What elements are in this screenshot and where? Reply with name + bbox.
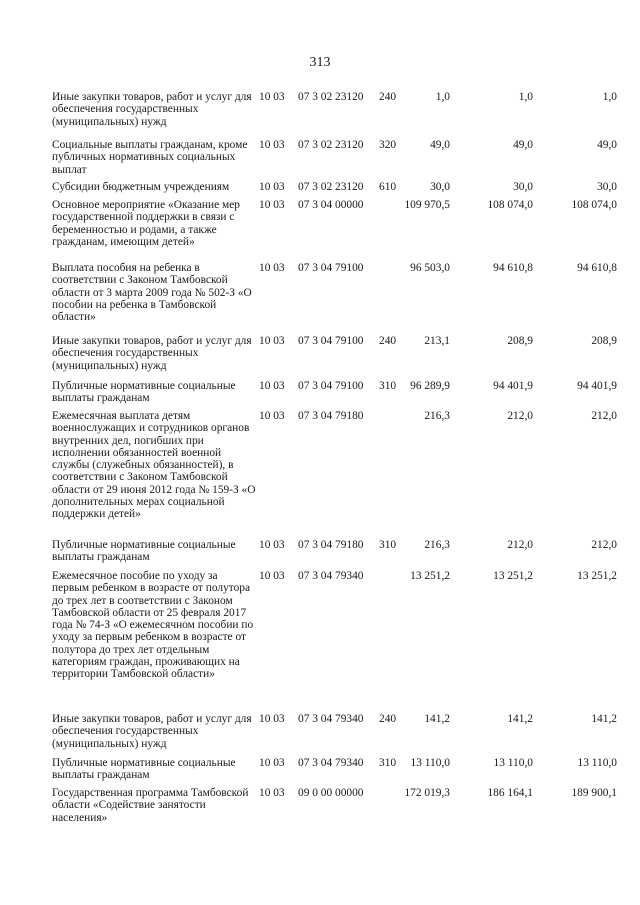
row-value-2: 141,2 [507, 713, 533, 725]
row-csr: 07 3 04 79100 [298, 380, 364, 392]
row-csr: 07 3 02 23120 [298, 181, 364, 193]
row-name: Субсидии бюджетным учреждениям [52, 181, 230, 193]
row-vr: 310 [379, 757, 397, 769]
row-value-3: 1,0 [602, 91, 617, 103]
row-value-3: 30,0 [597, 181, 617, 193]
row-value-3: 94 401,9 [577, 380, 617, 392]
row-csr: 07 3 04 79340 [298, 713, 364, 725]
row-value-1: 96 503,0 [410, 262, 450, 274]
row-csr: 07 3 04 00000 [298, 199, 364, 211]
row-section: 10 03 [259, 410, 285, 422]
row-value-3: 13 251,2 [577, 570, 617, 582]
row-vr: 240 [379, 713, 397, 725]
row-value-2: 49,0 [513, 139, 533, 151]
row-vr: 310 [379, 380, 397, 392]
row-value-2: 13 251,2 [493, 570, 533, 582]
row-name: Выплата пособия на ребенка в соответствии с Законом Тамбовской области от 3 марта 2009 года № 502-З «О пособии на ребенка в Тамбовской области» [52, 262, 252, 324]
row-value-3: 49,0 [597, 139, 617, 151]
row-value-2: 108 074,0 [487, 199, 533, 211]
row-name: Публичные нормативные социальные выплаты гражданам [52, 380, 236, 405]
row-value-1: 96 289,9 [410, 380, 450, 392]
row-value-1: 141,2 [424, 713, 450, 725]
row-section: 10 03 [259, 380, 285, 392]
row-value-1: 172 019,3 [404, 787, 450, 799]
row-csr: 07 3 04 79180 [298, 539, 364, 551]
row-section: 10 03 [259, 139, 285, 151]
row-csr: 07 3 02 23120 [298, 91, 364, 103]
row-name: Ежемесячное пособие по уходу за первым ребенком в возрасте от полутора до трех лет в соответствии с Законом Тамбовской области от 25 февраля 2017 года № 74-З «О ежемесячном пособии по уходу за первым ребенком в возрасте от полутора до трех лет отдельным категориям граждан, проживающих на территории Тамбовской области» [52, 570, 254, 681]
row-name: Иные закупки товаров, работ и услуг для обеспечения государственных (муниципальных) нужд [52, 91, 252, 128]
row-value-1: 30,0 [430, 181, 450, 193]
row-value-3: 141,2 [591, 713, 617, 725]
row-value-3: 13 110,0 [577, 757, 617, 769]
row-value-1: 109 970,5 [404, 199, 450, 211]
row-vr: 610 [379, 181, 397, 193]
row-name: Государственная программа Тамбовской области «Содействие занятости населения» [52, 787, 249, 824]
row-value-2: 1,0 [518, 91, 533, 103]
row-name: Иные закупки товаров, работ и услуг для обеспечения государственных (муниципальных) нужд [52, 713, 252, 750]
row-section: 10 03 [259, 713, 285, 725]
row-value-2: 94 610,8 [493, 262, 533, 274]
row-csr: 07 3 02 23120 [298, 139, 364, 151]
row-value-2: 212,0 [507, 410, 533, 422]
row-name: Социальные выплаты гражданам, кроме публичных нормативных социальных выплат [52, 139, 248, 176]
row-vr: 310 [379, 539, 397, 551]
row-value-3: 189 900,1 [571, 787, 617, 799]
row-section: 10 03 [259, 570, 285, 582]
row-value-2: 94 401,9 [493, 380, 533, 392]
row-csr: 07 3 04 79100 [298, 262, 364, 274]
row-value-3: 212,0 [591, 539, 617, 551]
row-csr: 07 3 04 79340 [298, 570, 364, 582]
row-vr: 320 [379, 139, 397, 151]
row-value-1: 13 110,0 [410, 757, 450, 769]
row-value-1: 216,3 [424, 539, 450, 551]
row-value-1: 216,3 [424, 410, 450, 422]
row-value-1: 13 251,2 [410, 570, 450, 582]
row-name: Основное мероприятие «Оказание мер государственной поддержки в связи с беременностью и родами, а также гражданам, имеющим детей» [52, 199, 240, 248]
row-vr: 240 [379, 335, 397, 347]
row-csr: 09 0 00 00000 [298, 787, 364, 799]
row-value-2: 186 164,1 [487, 787, 533, 799]
row-value-3: 212,0 [591, 410, 617, 422]
row-value-1: 1,0 [435, 91, 450, 103]
row-section: 10 03 [259, 757, 285, 769]
row-name: Публичные нормативные социальные выплаты гражданам [52, 757, 236, 782]
row-csr: 07 3 04 79340 [298, 757, 364, 769]
row-value-2: 30,0 [513, 181, 533, 193]
row-section: 10 03 [259, 262, 285, 274]
row-name: Иные закупки товаров, работ и услуг для обеспечения государственных (муниципальных) нужд [52, 335, 252, 372]
page-number: 313 [309, 55, 331, 70]
row-section: 10 03 [259, 787, 285, 799]
row-section: 10 03 [259, 335, 285, 347]
row-name: Ежемесячная выплата детям военнослужащих и сотрудников органов внутренних дел, погибших при исполнении обязанностей военной службы (служебных обязанностей), в соответствии с Законом Тамбовской области от 29 июня 2012 года № 159-З «О дополнительных мерах социальной поддержки детей» [52, 410, 256, 521]
row-value-3: 208,9 [591, 335, 617, 347]
row-value-2: 212,0 [507, 539, 533, 551]
row-value-1: 213,1 [424, 335, 450, 347]
row-value-2: 208,9 [507, 335, 533, 347]
row-csr: 07 3 04 79100 [298, 335, 364, 347]
row-csr: 07 3 04 79180 [298, 410, 364, 422]
row-value-1: 49,0 [430, 139, 450, 151]
row-value-2: 13 110,0 [493, 757, 533, 769]
row-value-3: 108 074,0 [571, 199, 617, 211]
row-section: 10 03 [259, 199, 285, 211]
row-name: Публичные нормативные социальные выплаты гражданам [52, 539, 236, 564]
row-value-3: 94 610,8 [577, 262, 617, 274]
row-section: 10 03 [259, 91, 285, 103]
row-section: 10 03 [259, 181, 285, 193]
row-vr: 240 [379, 91, 397, 103]
row-section: 10 03 [259, 539, 285, 551]
